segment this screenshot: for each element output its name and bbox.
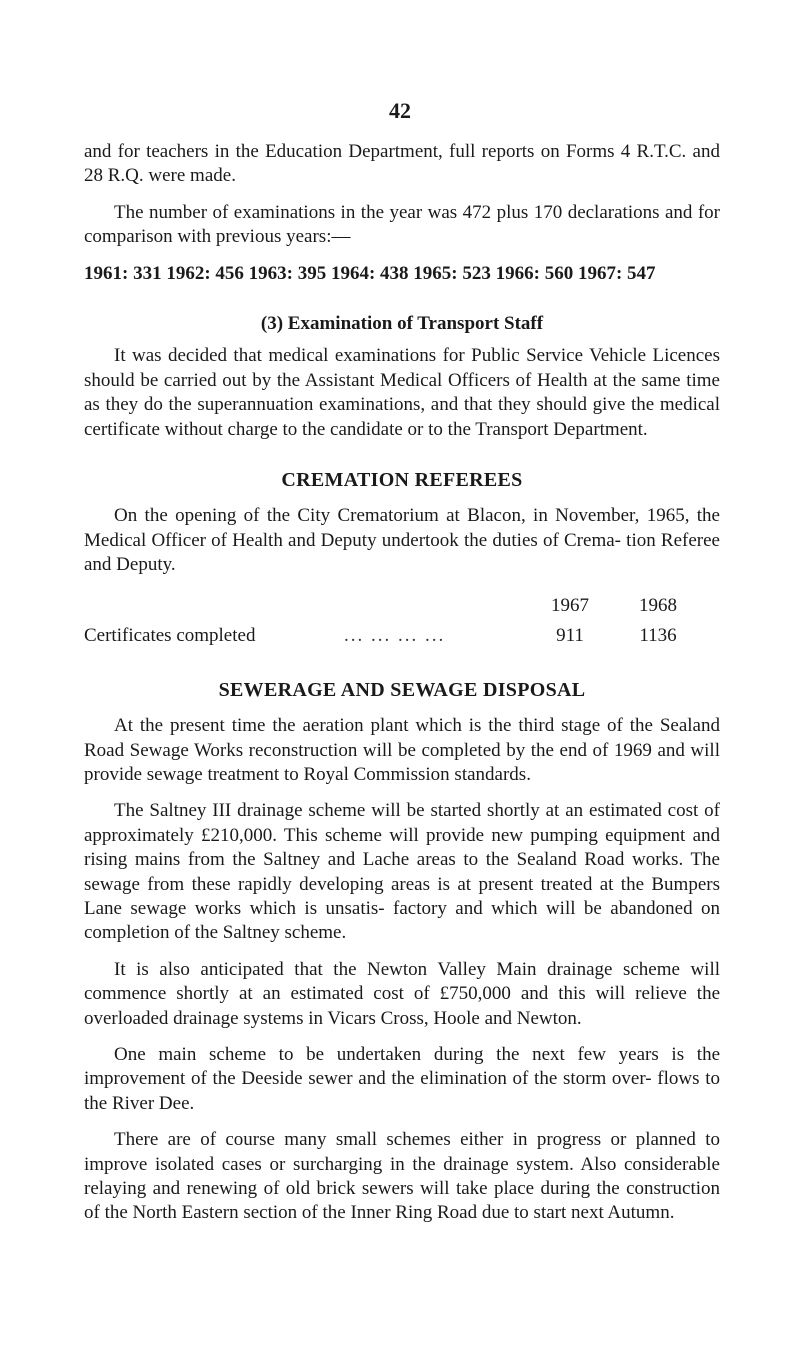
page-number: 42 (389, 98, 411, 123)
intro-paragraph-2: The number of examinations in the year was 472 plus 170 declarations and for comparison with previous years:— (84, 201, 720, 248)
year-column-1968: 1968 (639, 594, 677, 616)
page-content (84, 140, 720, 1238)
year-column-1967: 1967 (551, 594, 589, 616)
certificates-table (84, 584, 720, 652)
sewerage-paragraph-4: One main scheme to be undertaken during the next few years is the improvement of the Deeside sewer and the elimination of the storm over- flows to the River Dee. (84, 1043, 720, 1114)
intro-paragraph-1: and for teachers in the Education Department, full reports on Forms 4 R.T.C. and 28 R.Q. were made. (84, 141, 720, 187)
certificates-value-1967: 911 (556, 624, 584, 646)
sewerage-paragraph-3: It is also anticipated that the Newton Valley Main drainage scheme will commence shortly at an estimated cost of £750,000 and this will relieve the overloaded drainage systems in Vicars Cross, Hoole and Newton. (84, 958, 720, 1029)
certificates-value-1968: 1136 (639, 624, 677, 646)
transport-staff-paragraph: It was decided that medical examinations for Public Service Vehicle Licences should be carried out by the Assistant Medical Officers of Health at the same time as they do the superannuation examinations, and that they should give the medical certificate without charge to the candidate or to the Transport Department. (84, 345, 720, 440)
cremation-paragraph: On the opening of the City Crematorium at Blacon, in November, 1965, the Medical Officer of Health and Deputy undertook the duties of Crema- tion Referee and Deputy. (84, 505, 720, 576)
sewerage-paragraph-5: There are of course many small schemes either in progress or planned to improve isolated cases or surcharging in the drainage system. Also considerable relaying and renewing of old brick sewers will take place during the construction of the North Eastern section of the Inner Ring Road due to start next Autumn. (84, 1129, 720, 1224)
leader-dots: ... ... ... ... (344, 624, 446, 646)
cremation-referees-heading: CREMATION REFEREES (281, 469, 523, 492)
examination-years-line: 1961: 331 1962: 456 1963: 395 1964: 438 1965: 523 1966: 560 1967: 547 (84, 262, 656, 284)
sewerage-paragraph-2: The Saltney III drainage scheme will be started shortly at an estimated cost of approximately £210,000. This scheme will provide new pumping equipment and rising mains from the Saltney and Lache areas to the Sealand Road works. The sewage from these rapidly developing areas is at present treated at the Bumpers Lane sewage works which is unsatis- factory and which will be abandoned on completion of the Saltney scheme. (84, 800, 720, 944)
sewerage-paragraph-1: At the present time the aeration plant which is the third stage of the Sealand Road Sewage Works reconstruction will be completed by the end of 1969 and will provide sewage treatment to Royal Commission standards. (84, 715, 720, 785)
certificates-row-label: Certificates completed (84, 624, 256, 646)
transport-staff-heading: (3) Examination of Transport Staff (260, 313, 544, 335)
sewerage-heading: SEWERAGE AND SEWAGE DISPOSAL (218, 678, 586, 701)
